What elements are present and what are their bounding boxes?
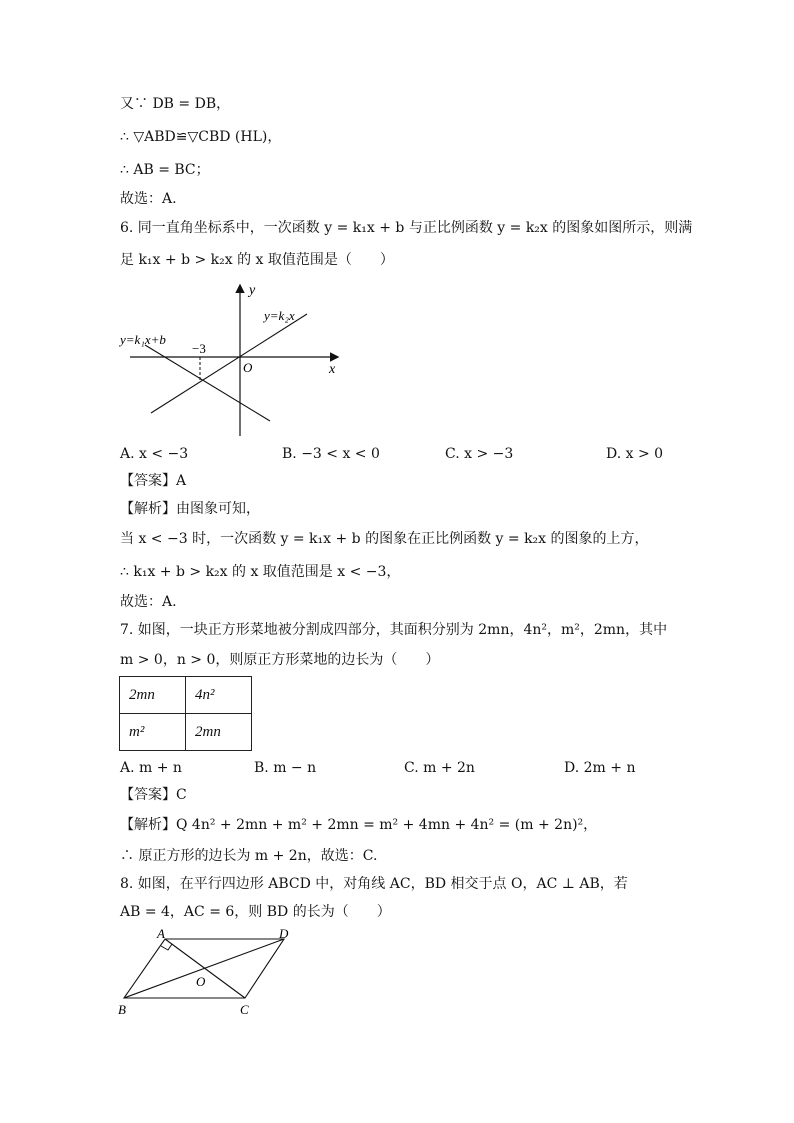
label-b: B [118, 1002, 126, 1017]
q7-option-c: C. m + 2n [404, 760, 475, 776]
label-o: O [196, 974, 206, 989]
prev-line-4: 故选：A. [120, 191, 177, 207]
table-cell: 4n² [186, 677, 252, 714]
table-cell: 2mn [120, 677, 186, 714]
prev-line-2: ∴ ▽ABD≌▽CBD (HL)， [120, 129, 282, 145]
label-y: y [249, 283, 256, 298]
q6-answer: 【答案】A [120, 473, 187, 489]
q7-option-a: A. m + n [120, 760, 182, 776]
q8-stem-line-1: 8. 如图，在平行四边形 ABCD 中，对角线 AC，BD 相交于点 O，AC ⊥ AB，若 [120, 876, 628, 892]
label-origin: O [243, 360, 253, 375]
q7-area-table [119, 676, 252, 751]
q7-answer: 【答案】C [120, 787, 187, 803]
q8-parallelogram-figure [112, 925, 302, 1020]
prev-line-1: 又∵ DB = DB， [120, 96, 231, 112]
q6-option-a: A. x < −3 [120, 446, 189, 462]
label-x: x [329, 362, 336, 377]
q6-option-b: B. −3 < x < 0 [282, 446, 380, 462]
table-cell: 2mn [186, 714, 252, 751]
q7-stem-line-1: 7. 如图，一块正方形菜地被分割成四部分，其面积分别为 2mn，4n²，m²，2mn，其中 [120, 622, 668, 638]
table-row [120, 677, 252, 714]
q7-stem-line-2: m > 0，n > 0，则原正方形菜地的边长为（ ） [120, 652, 440, 668]
label-line-k1x-b: y=k₁x+b [120, 332, 166, 347]
q6-option-c: C. x > −3 [445, 446, 514, 462]
q6-stem-line-2: 足 k₁x + b > k₂x 的 x 取值范围是（ ） [120, 252, 394, 268]
q7-analysis-1: 【解析】Q 4n² + 2mn + m² + 2mn = m² + 4mn + 4n² = (m + 2n)²， [120, 817, 598, 833]
right-angle-mark [161, 944, 172, 950]
q6-analysis-3: ∴ k₁x + b > k₂x 的 x 取值范围是 x < −3， [120, 564, 401, 580]
table-row [120, 714, 252, 751]
q7-option-b: B. m − n [254, 760, 317, 776]
prev-line-3: ∴ AB = BC； [120, 162, 210, 178]
q6-analysis-4: 故选：A. [120, 594, 177, 610]
q6-stem-line-1: 6. 同一直角坐标系中，一次函数 y = k₁x + b 与正比例函数 y = k₂x 的图象如图所示，则满 [120, 220, 693, 236]
table-cell: m² [120, 714, 186, 751]
label-tick: −3 [192, 341, 206, 356]
label-c: C [240, 1002, 249, 1017]
label-line-k2x: y=k₂x [264, 308, 295, 323]
label-a: A [157, 926, 165, 941]
q7-option-d: D. 2m + n [564, 760, 636, 776]
q6-analysis-2: 当 x < −3 时，一次函数 y = k₁x + b 的图象在正比例函数 y = k₂x 的图象的上方， [120, 531, 649, 547]
label-d: D [279, 926, 289, 941]
q8-stem-line-2: AB = 4，AC = 6，则 BD 的长为（ ） [120, 904, 391, 920]
line-k1x-b [145, 345, 270, 421]
q7-analysis-2: ∴ 原正方形的边长为 m + 2n，故选：C. [120, 848, 378, 864]
diagonal-bd [124, 939, 284, 998]
q6-graph [115, 278, 355, 443]
q6-analysis-1: 【解析】由图象可知， [120, 501, 260, 517]
q6-option-d: D. x > 0 [606, 446, 664, 462]
